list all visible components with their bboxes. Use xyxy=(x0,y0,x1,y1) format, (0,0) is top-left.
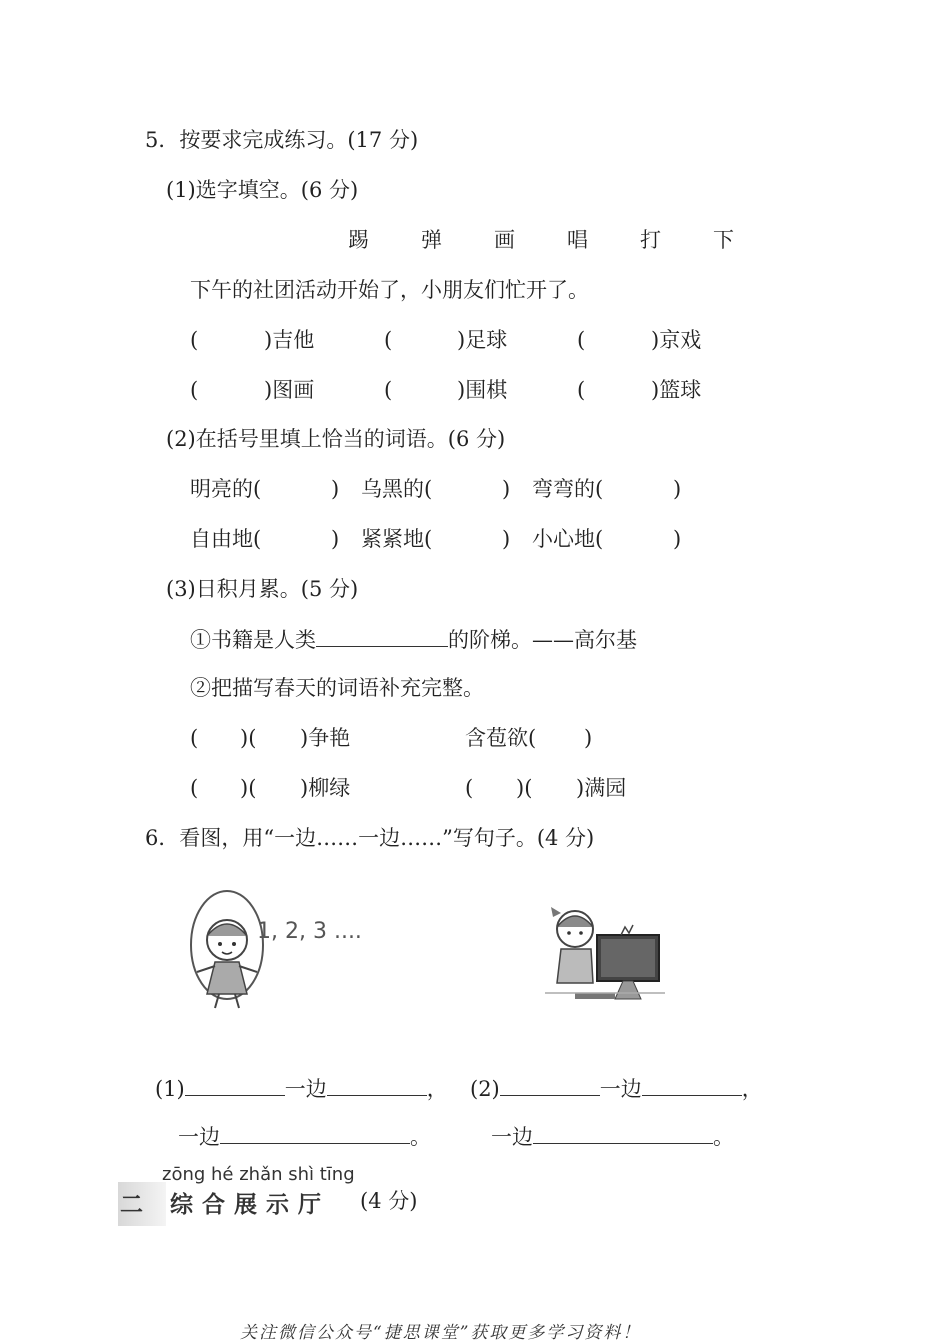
blank-close[interactable]: ) xyxy=(584,726,593,750)
blank-close[interactable]: ) xyxy=(331,527,340,551)
fill-item: )篮球 xyxy=(651,378,702,402)
section-score: (4 分) xyxy=(360,1189,418,1213)
section-number: 二 xyxy=(120,1192,152,1218)
blank-paren[interactable]: )( xyxy=(516,776,533,800)
blank-paren[interactable]: )( xyxy=(240,726,257,750)
fill-item: )围棋 xyxy=(457,378,508,402)
fill-blank[interactable] xyxy=(220,1123,410,1144)
girl-at-computer-illustration xyxy=(545,895,665,1010)
q6-title: 6．看图，用“一边……一边……”写句子。(4 分) xyxy=(145,826,595,850)
answer-line-1b: 一边 。 xyxy=(178,1125,431,1149)
fill-blank[interactable] xyxy=(533,1123,713,1144)
section-2-header xyxy=(118,1162,448,1226)
fill-blank[interactable] xyxy=(642,1075,742,1096)
word-bank xyxy=(348,227,786,253)
blank-paren[interactable]: ( xyxy=(190,726,199,750)
fill-blank[interactable] xyxy=(185,1075,285,1096)
word-bank-item: 踢 xyxy=(348,228,369,252)
fill-item: )京戏 xyxy=(651,328,702,352)
quote-line: ①书籍是人类 的阶梯。——高尔基 xyxy=(190,628,637,652)
fill-item: 弯弯的( xyxy=(532,477,604,501)
blank-paren[interactable]: ( xyxy=(384,328,393,352)
blank-paren[interactable]: ( xyxy=(190,378,199,402)
fill-item: 乌黑的( xyxy=(361,477,433,501)
counting-text: 1, 2, 3 .... xyxy=(257,919,362,944)
q5-part1-title: (1)选字填空。(6 分) xyxy=(166,178,359,202)
q5-title: 5．按要求完成练习。(17 分) xyxy=(145,128,419,152)
blank-paren[interactable]: ( xyxy=(190,328,199,352)
fill-item: )满园 xyxy=(576,776,627,800)
fill-blank[interactable] xyxy=(500,1075,600,1096)
answer-line-2b: 一边 。 xyxy=(491,1125,734,1149)
fill-item: )柳绿 xyxy=(300,776,351,800)
fill-blank[interactable] xyxy=(327,1075,427,1096)
fill-item: )图画 xyxy=(264,378,315,402)
blank-close[interactable]: ) xyxy=(331,477,340,501)
fill-item: 明亮的( xyxy=(190,477,262,501)
fill-item: 自由地( xyxy=(190,527,262,551)
blank-paren[interactable]: ( xyxy=(465,776,474,800)
fill-item: )足球 xyxy=(457,328,508,352)
fill-item: )吉他 xyxy=(264,328,315,352)
blank-paren[interactable]: ( xyxy=(384,378,393,402)
word-bank-item: 唱 xyxy=(567,228,588,252)
q5-part2-title: (2)在括号里填上恰当的词语。(6 分) xyxy=(166,427,506,451)
blank-close[interactable]: ) xyxy=(502,477,511,501)
blank-paren[interactable]: ( xyxy=(190,776,199,800)
fill-item: 含苞欲( xyxy=(465,726,537,750)
q5-part3-title: (3)日积月累。(5 分) xyxy=(166,577,359,601)
fill-item: 紧紧地( xyxy=(361,527,433,551)
word-bank-item: 打 xyxy=(640,228,661,252)
answer-line-1: (1) 一边 ， xyxy=(155,1077,448,1101)
blank-close[interactable]: ) xyxy=(673,477,682,501)
word-bank-item: 画 xyxy=(494,228,515,252)
fill-item: 小心地( xyxy=(532,527,604,551)
section-pinyin: zōng hé zhǎn shì tīng xyxy=(162,1164,355,1185)
girl-jumping-rope-illustration xyxy=(185,890,362,1015)
fill-item: )争艳 xyxy=(300,726,351,750)
word-bank-item: 弹 xyxy=(421,228,442,252)
blank-paren[interactable]: ( xyxy=(577,378,586,402)
blank-paren[interactable]: )( xyxy=(240,776,257,800)
fill-blank[interactable] xyxy=(316,626,448,647)
word-bank-item: 下 xyxy=(713,228,734,252)
q5-part1-intro: 下午的社团活动开始了，小朋友们忙开了。 xyxy=(190,278,589,302)
blank-close[interactable]: ) xyxy=(502,527,511,551)
q5-part3-line2: ②把描写春天的词语补充完整。 xyxy=(190,676,484,700)
section-title: 综合展示厅 xyxy=(170,1192,330,1218)
blank-close[interactable]: ) xyxy=(673,527,682,551)
footer-text: 关注微信公众号“捷思课堂”获取更多学习资料！ xyxy=(240,1323,642,1343)
answer-line-2: (2) 一边 ， xyxy=(470,1077,763,1101)
blank-paren[interactable]: ( xyxy=(577,328,586,352)
